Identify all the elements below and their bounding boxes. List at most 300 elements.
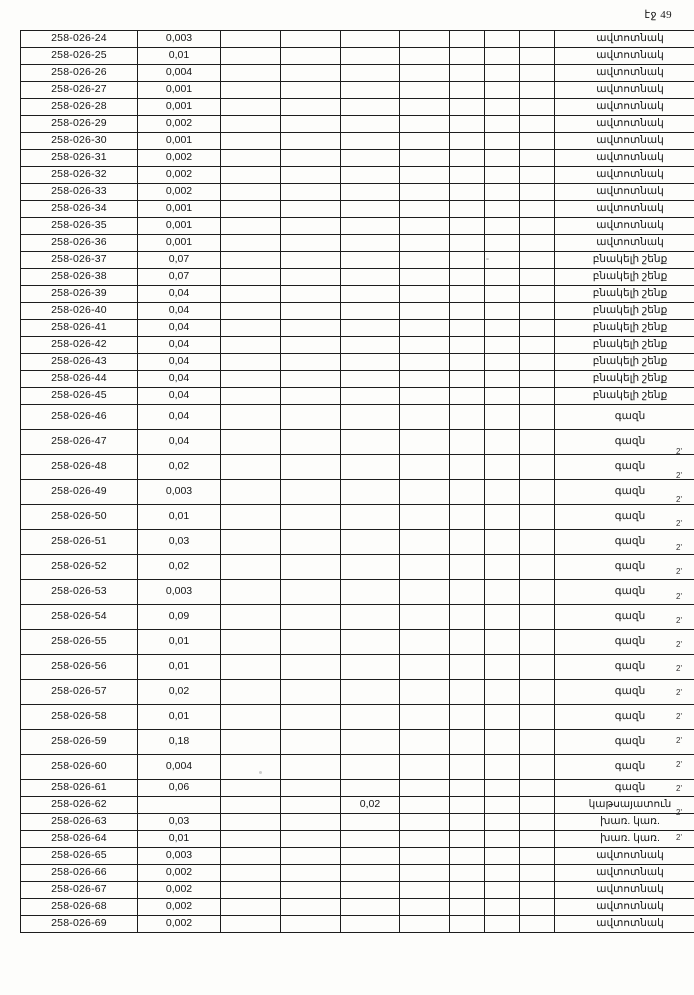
cell-blank-5 bbox=[450, 201, 485, 218]
table-row bbox=[21, 252, 694, 269]
cell-blank-1 bbox=[221, 303, 281, 320]
cell-blank-4 bbox=[400, 116, 450, 133]
cell-mid-value bbox=[341, 269, 400, 286]
cell-blank-4 bbox=[400, 580, 450, 605]
scan-speck bbox=[486, 258, 489, 260]
cell-blank-1 bbox=[221, 848, 281, 865]
cell-blank-2 bbox=[281, 530, 341, 555]
cell-blank-1 bbox=[221, 320, 281, 337]
cell-note: գազն bbox=[555, 730, 694, 755]
cell-note: ավտոտնակ bbox=[555, 235, 694, 252]
cell-value: 0,002 bbox=[138, 116, 221, 133]
cell-blank-7 bbox=[520, 430, 555, 455]
cell-mid-value bbox=[341, 388, 400, 405]
cell-blank-6 bbox=[485, 899, 520, 916]
cell-blank-7 bbox=[520, 99, 555, 116]
cell-code: 258-026-69 bbox=[21, 916, 138, 933]
cell-blank-2 bbox=[281, 252, 341, 269]
cell-note: ավտոտնակ bbox=[555, 218, 694, 235]
cell-blank-4 bbox=[400, 655, 450, 680]
cell-blank-1 bbox=[221, 201, 281, 218]
cell-value: 0,003 bbox=[138, 31, 221, 48]
cell-code: 258-026-59 bbox=[21, 730, 138, 755]
table-row bbox=[21, 848, 694, 865]
cell-blank-6 bbox=[485, 48, 520, 65]
cell-mid-value bbox=[341, 882, 400, 899]
cell-note: գազն bbox=[555, 430, 694, 455]
cell-blank-1 bbox=[221, 680, 281, 705]
table-row bbox=[21, 605, 694, 630]
cell-blank-4 bbox=[400, 865, 450, 882]
cell-blank-1 bbox=[221, 455, 281, 480]
cell-blank-5 bbox=[450, 405, 485, 430]
cell-blank-5 bbox=[450, 580, 485, 605]
cell-blank-5 bbox=[450, 555, 485, 580]
cell-blank-5 bbox=[450, 455, 485, 480]
cell-code: 258-026-39 bbox=[21, 286, 138, 303]
cell-blank-5 bbox=[450, 116, 485, 133]
cell-note: ավտոտնակ bbox=[555, 65, 694, 82]
cell-note: գազն bbox=[555, 480, 694, 505]
cell-blank-1 bbox=[221, 831, 281, 848]
cell-code: 258-026-41 bbox=[21, 320, 138, 337]
table-row bbox=[21, 630, 694, 655]
cell-note: կաթսայատուն bbox=[555, 797, 694, 814]
cell-blank-1 bbox=[221, 797, 281, 814]
cell-blank-6 bbox=[485, 730, 520, 755]
cell-mid-value bbox=[341, 580, 400, 605]
cell-value: 0,04 bbox=[138, 388, 221, 405]
cell-blank-4 bbox=[400, 899, 450, 916]
cell-blank-4 bbox=[400, 65, 450, 82]
cell-value: 0,04 bbox=[138, 303, 221, 320]
margin-mark: 2' bbox=[676, 736, 682, 746]
cell-blank-7 bbox=[520, 133, 555, 150]
cell-blank-7 bbox=[520, 269, 555, 286]
cell-blank-7 bbox=[520, 630, 555, 655]
cell-code: 258-026-64 bbox=[21, 831, 138, 848]
cell-blank-4 bbox=[400, 405, 450, 430]
cell-blank-5 bbox=[450, 31, 485, 48]
cell-blank-7 bbox=[520, 755, 555, 780]
cell-blank-2 bbox=[281, 371, 341, 388]
cell-note: բնակելի շենք bbox=[555, 320, 694, 337]
cell-blank-1 bbox=[221, 116, 281, 133]
cell-blank-7 bbox=[520, 184, 555, 201]
cell-blank-5 bbox=[450, 780, 485, 797]
cell-blank-4 bbox=[400, 755, 450, 780]
cell-note: խառ. կառ. bbox=[555, 814, 694, 831]
page-number: էջ 49 bbox=[644, 9, 672, 21]
cell-blank-6 bbox=[485, 780, 520, 797]
cell-blank-2 bbox=[281, 797, 341, 814]
cell-value: 0,001 bbox=[138, 82, 221, 99]
cell-blank-2 bbox=[281, 755, 341, 780]
cell-blank-4 bbox=[400, 831, 450, 848]
cell-mid-value bbox=[341, 184, 400, 201]
table-row bbox=[21, 780, 694, 797]
cell-code: 258-026-62 bbox=[21, 797, 138, 814]
cell-blank-2 bbox=[281, 780, 341, 797]
cell-blank-2 bbox=[281, 320, 341, 337]
cell-value: 0,03 bbox=[138, 530, 221, 555]
cell-blank-4 bbox=[400, 133, 450, 150]
cell-blank-4 bbox=[400, 201, 450, 218]
cell-blank-5 bbox=[450, 371, 485, 388]
cell-blank-7 bbox=[520, 303, 555, 320]
cell-blank-6 bbox=[485, 831, 520, 848]
cell-note: գազն bbox=[555, 405, 694, 430]
table-row bbox=[21, 133, 694, 150]
cell-mid-value bbox=[341, 430, 400, 455]
cell-blank-6 bbox=[485, 505, 520, 530]
cell-blank-6 bbox=[485, 252, 520, 269]
table-row bbox=[21, 337, 694, 354]
cell-blank-6 bbox=[485, 65, 520, 82]
cell-blank-2 bbox=[281, 455, 341, 480]
cell-blank-6 bbox=[485, 167, 520, 184]
margin-mark: 2' bbox=[676, 639, 682, 649]
cell-value bbox=[138, 797, 221, 814]
cell-blank-2 bbox=[281, 167, 341, 184]
registry-table-body bbox=[21, 31, 694, 933]
cell-blank-7 bbox=[520, 201, 555, 218]
cell-blank-2 bbox=[281, 65, 341, 82]
cell-blank-5 bbox=[450, 337, 485, 354]
cell-mid-value bbox=[341, 201, 400, 218]
cell-code: 258-026-24 bbox=[21, 31, 138, 48]
cell-code: 258-026-67 bbox=[21, 882, 138, 899]
cell-blank-2 bbox=[281, 150, 341, 167]
cell-blank-4 bbox=[400, 303, 450, 320]
cell-code: 258-026-65 bbox=[21, 848, 138, 865]
table-row bbox=[21, 899, 694, 916]
cell-blank-4 bbox=[400, 354, 450, 371]
cell-blank-6 bbox=[485, 555, 520, 580]
cell-blank-2 bbox=[281, 580, 341, 605]
cell-value: 0,002 bbox=[138, 916, 221, 933]
cell-blank-2 bbox=[281, 235, 341, 252]
cell-blank-7 bbox=[520, 780, 555, 797]
cell-blank-7 bbox=[520, 797, 555, 814]
cell-note: ավտոտնակ bbox=[555, 899, 694, 916]
cell-code: 258-026-34 bbox=[21, 201, 138, 218]
cell-blank-5 bbox=[450, 99, 485, 116]
cell-blank-7 bbox=[520, 555, 555, 580]
cell-blank-2 bbox=[281, 831, 341, 848]
cell-blank-5 bbox=[450, 882, 485, 899]
cell-mid-value bbox=[341, 337, 400, 354]
cell-blank-4 bbox=[400, 31, 450, 48]
cell-blank-5 bbox=[450, 797, 485, 814]
cell-value: 0,004 bbox=[138, 65, 221, 82]
cell-mid-value bbox=[341, 505, 400, 530]
cell-value: 0,02 bbox=[138, 555, 221, 580]
cell-value: 0,07 bbox=[138, 252, 221, 269]
cell-code: 258-026-53 bbox=[21, 580, 138, 605]
cell-blank-7 bbox=[520, 882, 555, 899]
cell-code: 258-026-58 bbox=[21, 705, 138, 730]
cell-note: խառ. կառ. bbox=[555, 831, 694, 848]
cell-code: 258-026-51 bbox=[21, 530, 138, 555]
cell-code: 258-026-42 bbox=[21, 337, 138, 354]
cell-blank-1 bbox=[221, 814, 281, 831]
table-row bbox=[21, 755, 694, 780]
cell-blank-2 bbox=[281, 31, 341, 48]
cell-blank-1 bbox=[221, 99, 281, 116]
cell-blank-7 bbox=[520, 354, 555, 371]
cell-note: բնակելի շենք bbox=[555, 269, 694, 286]
cell-blank-1 bbox=[221, 184, 281, 201]
cell-mid-value bbox=[341, 530, 400, 555]
cell-note: գազն bbox=[555, 505, 694, 530]
cell-blank-7 bbox=[520, 116, 555, 133]
cell-note: գազն bbox=[555, 580, 694, 605]
cell-blank-6 bbox=[485, 705, 520, 730]
cell-code: 258-026-28 bbox=[21, 99, 138, 116]
cell-value: 0,04 bbox=[138, 371, 221, 388]
cell-blank-7 bbox=[520, 31, 555, 48]
cell-value: 0,002 bbox=[138, 167, 221, 184]
cell-blank-7 bbox=[520, 814, 555, 831]
cell-code: 258-026-68 bbox=[21, 899, 138, 916]
cell-blank-1 bbox=[221, 705, 281, 730]
cell-blank-5 bbox=[450, 388, 485, 405]
cell-blank-6 bbox=[485, 865, 520, 882]
cell-blank-6 bbox=[485, 82, 520, 99]
cell-blank-2 bbox=[281, 848, 341, 865]
cell-blank-4 bbox=[400, 882, 450, 899]
cell-mid-value bbox=[341, 899, 400, 916]
cell-blank-4 bbox=[400, 730, 450, 755]
cell-code: 258-026-52 bbox=[21, 555, 138, 580]
cell-blank-6 bbox=[485, 371, 520, 388]
cell-blank-4 bbox=[400, 337, 450, 354]
cell-note: ավտոտնակ bbox=[555, 201, 694, 218]
margin-mark: 2' bbox=[676, 663, 682, 673]
table-row bbox=[21, 388, 694, 405]
cell-blank-7 bbox=[520, 252, 555, 269]
cell-blank-2 bbox=[281, 388, 341, 405]
cell-blank-6 bbox=[485, 235, 520, 252]
cell-blank-5 bbox=[450, 303, 485, 320]
cell-blank-5 bbox=[450, 184, 485, 201]
margin-mark: 2' bbox=[676, 471, 682, 481]
table-row bbox=[21, 150, 694, 167]
margin-mark: 2' bbox=[676, 808, 682, 818]
cell-blank-1 bbox=[221, 65, 281, 82]
table-row bbox=[21, 82, 694, 99]
table-row bbox=[21, 286, 694, 303]
cell-value: 0,06 bbox=[138, 780, 221, 797]
cell-blank-7 bbox=[520, 455, 555, 480]
cell-value: 0,01 bbox=[138, 48, 221, 65]
cell-blank-4 bbox=[400, 780, 450, 797]
cell-blank-2 bbox=[281, 865, 341, 882]
cell-blank-7 bbox=[520, 899, 555, 916]
cell-blank-2 bbox=[281, 286, 341, 303]
cell-blank-4 bbox=[400, 555, 450, 580]
cell-blank-2 bbox=[281, 505, 341, 530]
cell-value: 0,04 bbox=[138, 320, 221, 337]
table-row bbox=[21, 480, 694, 505]
cell-blank-2 bbox=[281, 430, 341, 455]
cell-blank-5 bbox=[450, 831, 485, 848]
cell-blank-2 bbox=[281, 630, 341, 655]
cell-value: 0,04 bbox=[138, 430, 221, 455]
cell-blank-1 bbox=[221, 505, 281, 530]
cell-blank-7 bbox=[520, 218, 555, 235]
cell-blank-7 bbox=[520, 605, 555, 630]
margin-mark: 2' bbox=[676, 687, 682, 697]
cell-blank-6 bbox=[485, 882, 520, 899]
cell-blank-7 bbox=[520, 730, 555, 755]
cell-blank-4 bbox=[400, 530, 450, 555]
cell-blank-1 bbox=[221, 430, 281, 455]
cell-note: բնակելի շենք bbox=[555, 303, 694, 320]
cell-mid-value bbox=[341, 480, 400, 505]
cell-blank-5 bbox=[450, 269, 485, 286]
cell-blank-4 bbox=[400, 371, 450, 388]
table-row bbox=[21, 505, 694, 530]
cell-blank-5 bbox=[450, 133, 485, 150]
cell-blank-5 bbox=[450, 705, 485, 730]
cell-blank-1 bbox=[221, 730, 281, 755]
table-row bbox=[21, 269, 694, 286]
cell-blank-7 bbox=[520, 848, 555, 865]
cell-blank-4 bbox=[400, 455, 450, 480]
table-row bbox=[21, 655, 694, 680]
cell-blank-6 bbox=[485, 530, 520, 555]
cell-mid-value bbox=[341, 555, 400, 580]
cell-blank-2 bbox=[281, 705, 341, 730]
cell-blank-5 bbox=[450, 605, 485, 630]
cell-note: ավտոտնակ bbox=[555, 865, 694, 882]
cell-note: ավտոտնակ bbox=[555, 31, 694, 48]
cell-value: 0,09 bbox=[138, 605, 221, 630]
table-row bbox=[21, 99, 694, 116]
registry-table-container bbox=[20, 30, 675, 933]
cell-blank-4 bbox=[400, 99, 450, 116]
cell-note: բնակելի շենք bbox=[555, 388, 694, 405]
cell-blank-7 bbox=[520, 371, 555, 388]
cell-blank-6 bbox=[485, 430, 520, 455]
table-row bbox=[21, 320, 694, 337]
cell-mid-value bbox=[341, 780, 400, 797]
cell-mid-value bbox=[341, 705, 400, 730]
cell-blank-1 bbox=[221, 31, 281, 48]
cell-note: ավտոտնակ bbox=[555, 916, 694, 933]
cell-blank-6 bbox=[485, 320, 520, 337]
cell-blank-1 bbox=[221, 755, 281, 780]
cell-code: 258-026-54 bbox=[21, 605, 138, 630]
margin-mark: 2' bbox=[676, 712, 682, 722]
cell-blank-5 bbox=[450, 730, 485, 755]
margin-mark: 2' bbox=[676, 519, 682, 529]
cell-value: 0,003 bbox=[138, 848, 221, 865]
cell-note: ավտոտնակ bbox=[555, 167, 694, 184]
cell-blank-6 bbox=[485, 916, 520, 933]
cell-blank-7 bbox=[520, 167, 555, 184]
cell-blank-1 bbox=[221, 405, 281, 430]
cell-code: 258-026-60 bbox=[21, 755, 138, 780]
cell-value: 0,003 bbox=[138, 480, 221, 505]
cell-mid-value bbox=[341, 252, 400, 269]
cell-note: ավտոտնակ bbox=[555, 133, 694, 150]
table-row bbox=[21, 235, 694, 252]
cell-value: 0,01 bbox=[138, 705, 221, 730]
cell-blank-6 bbox=[485, 116, 520, 133]
cell-blank-6 bbox=[485, 405, 520, 430]
cell-blank-7 bbox=[520, 580, 555, 605]
cell-mid-value bbox=[341, 405, 400, 430]
cell-code: 258-026-56 bbox=[21, 655, 138, 680]
cell-code: 258-026-26 bbox=[21, 65, 138, 82]
cell-blank-4 bbox=[400, 480, 450, 505]
cell-blank-2 bbox=[281, 354, 341, 371]
table-row bbox=[21, 303, 694, 320]
cell-blank-7 bbox=[520, 505, 555, 530]
cell-blank-1 bbox=[221, 269, 281, 286]
cell-note: ավտոտնակ bbox=[555, 150, 694, 167]
cell-mid-value bbox=[341, 133, 400, 150]
cell-mid-value bbox=[341, 848, 400, 865]
cell-blank-4 bbox=[400, 150, 450, 167]
cell-mid-value: 0,02 bbox=[341, 797, 400, 814]
cell-mid-value bbox=[341, 82, 400, 99]
cell-blank-5 bbox=[450, 430, 485, 455]
table-row bbox=[21, 48, 694, 65]
cell-blank-5 bbox=[450, 848, 485, 865]
cell-mid-value bbox=[341, 730, 400, 755]
cell-blank-2 bbox=[281, 82, 341, 99]
cell-blank-1 bbox=[221, 780, 281, 797]
cell-code: 258-026-63 bbox=[21, 814, 138, 831]
cell-mid-value bbox=[341, 65, 400, 82]
cell-blank-5 bbox=[450, 655, 485, 680]
cell-blank-4 bbox=[400, 252, 450, 269]
cell-blank-1 bbox=[221, 555, 281, 580]
cell-note: գազն bbox=[555, 555, 694, 580]
cell-blank-4 bbox=[400, 797, 450, 814]
table-row bbox=[21, 31, 694, 48]
cell-blank-4 bbox=[400, 82, 450, 99]
cell-blank-1 bbox=[221, 235, 281, 252]
cell-code: 258-026-35 bbox=[21, 218, 138, 235]
cell-blank-7 bbox=[520, 65, 555, 82]
table-row bbox=[21, 705, 694, 730]
cell-note: ավտոտնակ bbox=[555, 848, 694, 865]
cell-code: 258-026-45 bbox=[21, 388, 138, 405]
cell-blank-4 bbox=[400, 680, 450, 705]
cell-blank-6 bbox=[485, 605, 520, 630]
cell-blank-7 bbox=[520, 530, 555, 555]
cell-blank-1 bbox=[221, 252, 281, 269]
cell-value: 0,001 bbox=[138, 133, 221, 150]
cell-blank-1 bbox=[221, 580, 281, 605]
cell-blank-1 bbox=[221, 899, 281, 916]
cell-note: բնակելի շենք bbox=[555, 252, 694, 269]
cell-value: 0,04 bbox=[138, 354, 221, 371]
cell-note: գազն bbox=[555, 780, 694, 797]
cell-blank-6 bbox=[485, 286, 520, 303]
cell-blank-2 bbox=[281, 48, 341, 65]
table-row bbox=[21, 167, 694, 184]
cell-blank-6 bbox=[485, 755, 520, 780]
cell-code: 258-026-50 bbox=[21, 505, 138, 530]
cell-blank-1 bbox=[221, 337, 281, 354]
cell-blank-5 bbox=[450, 320, 485, 337]
